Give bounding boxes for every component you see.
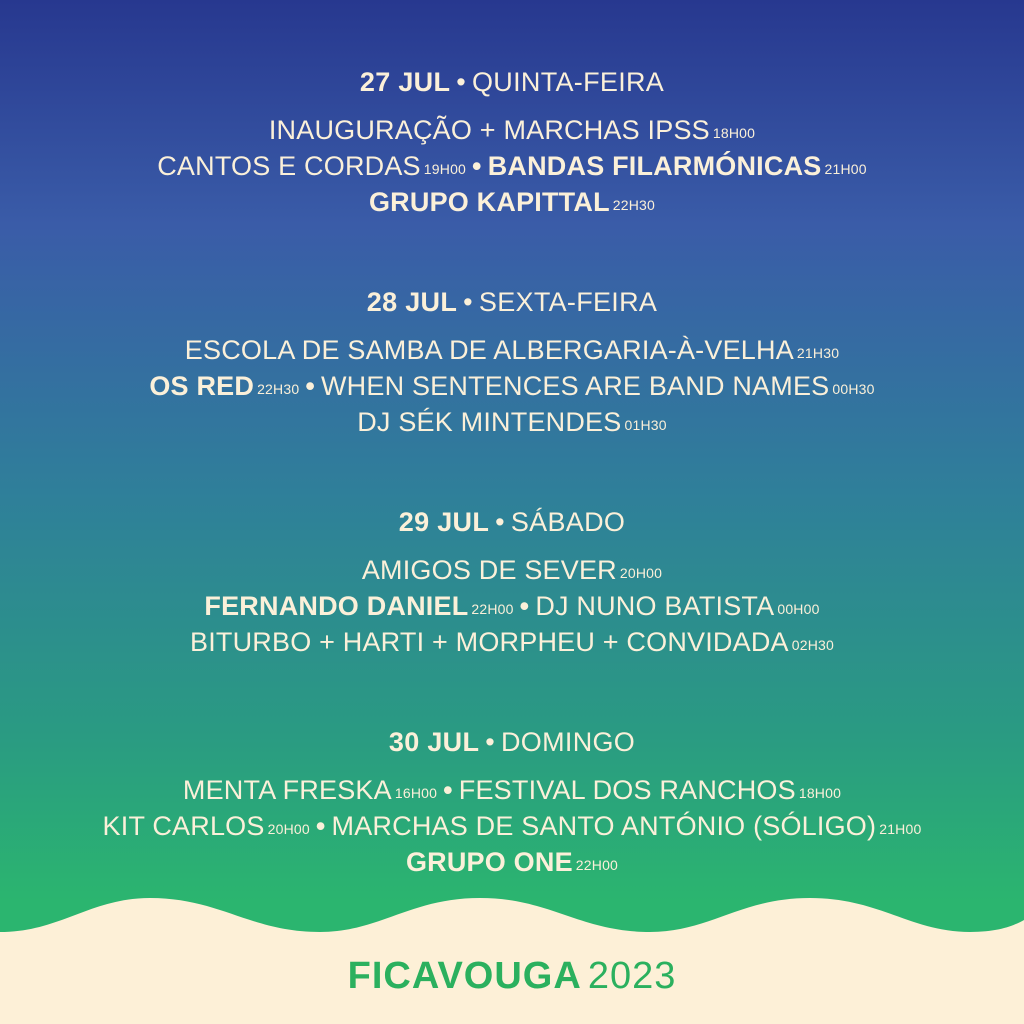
day-heading <box>0 62 1024 102</box>
act-time: 21H00 <box>879 821 922 837</box>
bullet-separator: • <box>305 371 315 401</box>
act-name: AMIGOS DE SEVER <box>361 555 617 585</box>
day-date: 29 JUL <box>398 507 490 537</box>
act-name: MENTA FRESKA <box>182 775 392 805</box>
lineup-line <box>0 148 1024 184</box>
lineup-line <box>0 404 1024 440</box>
festival-brand-name: FICAVOUGA <box>347 955 582 997</box>
day-section <box>0 722 1024 880</box>
day-weekday: SEXTA-FEIRA <box>478 287 658 317</box>
act-name: ESCOLA DE SAMBA DE ALBERGARIA-À-VELHA <box>184 335 794 365</box>
day-heading <box>0 282 1024 322</box>
festival-year: 2023 <box>587 955 677 997</box>
lineup-line <box>0 112 1024 148</box>
headliner-act-name: OS RED <box>149 371 255 401</box>
day-heading <box>0 722 1024 762</box>
day-weekday: QUINTA-FEIRA <box>472 67 665 97</box>
bullet-separator: • <box>495 507 505 537</box>
act-name: DJ NUNO BATISTA <box>535 591 775 621</box>
headliner-act-name: BANDAS FILARMÓNICAS <box>487 151 822 181</box>
act-time: 20H00 <box>619 565 663 581</box>
act-time: 22H00 <box>575 857 619 873</box>
act-time: 01H30 <box>624 417 667 433</box>
act-time: 21H00 <box>824 161 867 177</box>
headliner-act-name: FERNANDO DANIEL <box>204 591 469 621</box>
day-date: 30 JUL <box>388 727 480 757</box>
act-time: 18H00 <box>712 125 756 141</box>
day-heading <box>0 502 1024 542</box>
act-name: BITURBO + HARTI + MORPHEU + CONVIDADA <box>189 627 789 657</box>
act-time: 22H00 <box>471 601 514 617</box>
act-name: KIT CARLOS <box>102 811 265 841</box>
festival-program <box>0 62 1024 880</box>
lineup-line <box>0 588 1024 624</box>
act-name: CANTOS E CORDAS <box>157 151 421 181</box>
act-time: 00H30 <box>832 381 875 397</box>
bullet-separator: • <box>485 727 495 757</box>
day-section <box>0 282 1024 440</box>
day-date: 28 JUL <box>366 287 458 317</box>
act-time: 22H30 <box>612 197 656 213</box>
bullet-separator: • <box>456 67 466 97</box>
lineup-line <box>0 184 1024 220</box>
act-time: 18H00 <box>798 785 842 801</box>
festival-footer-title <box>0 952 1024 1000</box>
act-time: 00H00 <box>777 601 820 617</box>
lineup-line <box>0 624 1024 660</box>
lineup-line <box>0 772 1024 808</box>
day-weekday: DOMINGO <box>501 727 636 757</box>
day-date: 27 JUL <box>359 67 451 97</box>
act-time: 20H00 <box>267 821 310 837</box>
act-name: WHEN SENTENCES ARE BAND NAMES <box>320 371 830 401</box>
day-section <box>0 62 1024 220</box>
day-weekday: SÁBADO <box>510 507 626 537</box>
bullet-separator: • <box>519 591 530 621</box>
act-time: 19H00 <box>423 161 467 177</box>
act-time: 02H30 <box>791 637 835 653</box>
act-time: 22H30 <box>257 381 300 397</box>
act-name: FESTIVAL DOS RANCHOS <box>458 775 796 805</box>
act-name: DJ SÉK MINTENDES <box>357 407 622 437</box>
lineup-line <box>0 332 1024 368</box>
act-time: 21H30 <box>796 345 840 361</box>
headliner-act-name: GRUPO ONE <box>405 847 573 877</box>
lineup-line <box>0 808 1024 844</box>
bullet-separator: • <box>472 151 482 181</box>
bullet-separator: • <box>463 287 473 317</box>
day-section <box>0 502 1024 660</box>
lineup-line <box>0 552 1024 588</box>
headliner-act-name: GRUPO KAPITTAL <box>368 187 610 217</box>
lineup-line <box>0 844 1024 880</box>
bullet-separator: • <box>315 811 326 841</box>
act-time: 16H00 <box>394 785 438 801</box>
bullet-separator: • <box>443 775 453 805</box>
act-name: MARCHAS DE SANTO ANTÓNIO (SÓLIGO) <box>331 811 877 841</box>
act-name: INAUGURAÇÃO + MARCHAS IPSS <box>268 115 710 145</box>
lineup-line <box>0 368 1024 404</box>
